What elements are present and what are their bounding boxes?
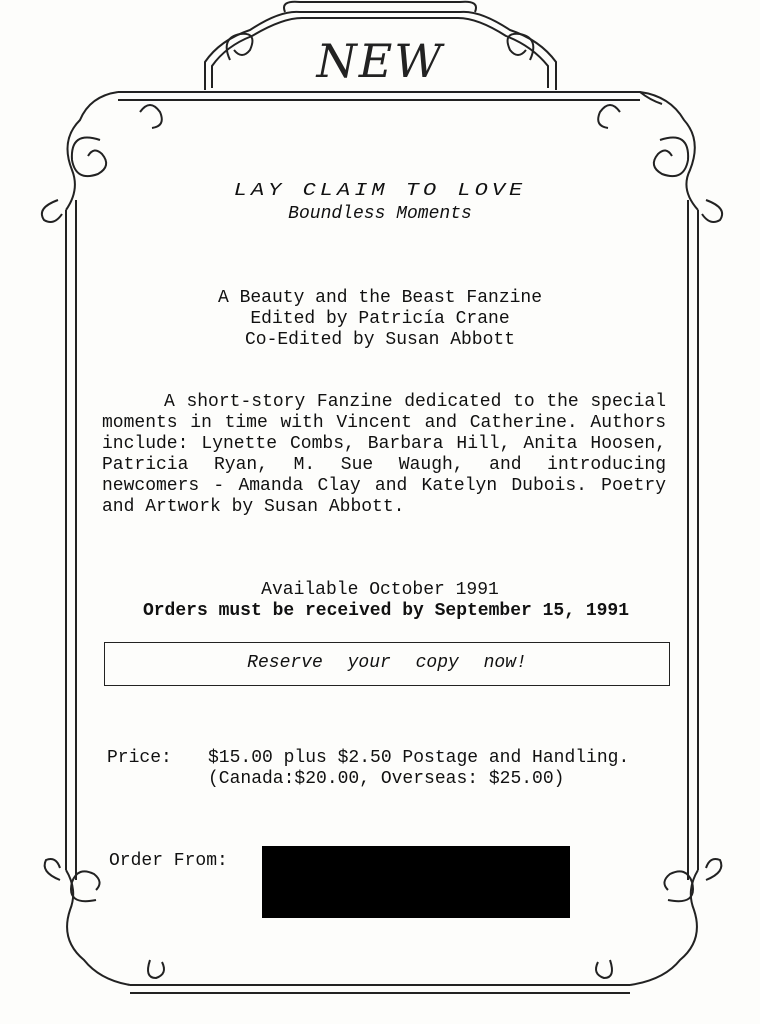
- credits-line-genre: A Beauty and the Beast Fanzine: [217, 288, 543, 308]
- fanzine-subtitle: Boundless Moments: [288, 204, 472, 224]
- description-text: A short-story Fanzine dedicated to the special moments in time with Vincent and Catherine. Authors include: Lynette Combs, Barbara Hill, Anita Hoosen, Patricia Ryan, M. Sue Waugh, and introducing newcomers - Amanda Clay and Katelyn Dubois. Poetry and Artwork by Susan Abbott.: [102, 392, 666, 517]
- price-label: Price:: [107, 748, 172, 768]
- new-badge: NEW: [316, 34, 444, 88]
- price-details: $15.00 plus $2.50 Postage and Handling. (Canada:$20.00, Overseas: $25.00): [208, 748, 630, 789]
- credits-line-editor: Edited by Patricía Crane: [250, 309, 510, 329]
- availability-date: Available October 1991: [261, 580, 499, 600]
- reserve-text: Reserve your copy now!: [247, 653, 527, 673]
- redacted-address-block: [262, 846, 570, 918]
- reserve-box: [104, 642, 670, 686]
- order-from-label: Order From:: [109, 851, 228, 871]
- fanzine-title: LAY CLAIM TO LOVE: [233, 179, 527, 202]
- description-paragraph: [102, 392, 666, 518]
- order-deadline: Orders must be received by September 15, 1991: [142, 601, 630, 621]
- credits-line-coeditor: Co-Edited by Susan Abbott: [244, 330, 516, 350]
